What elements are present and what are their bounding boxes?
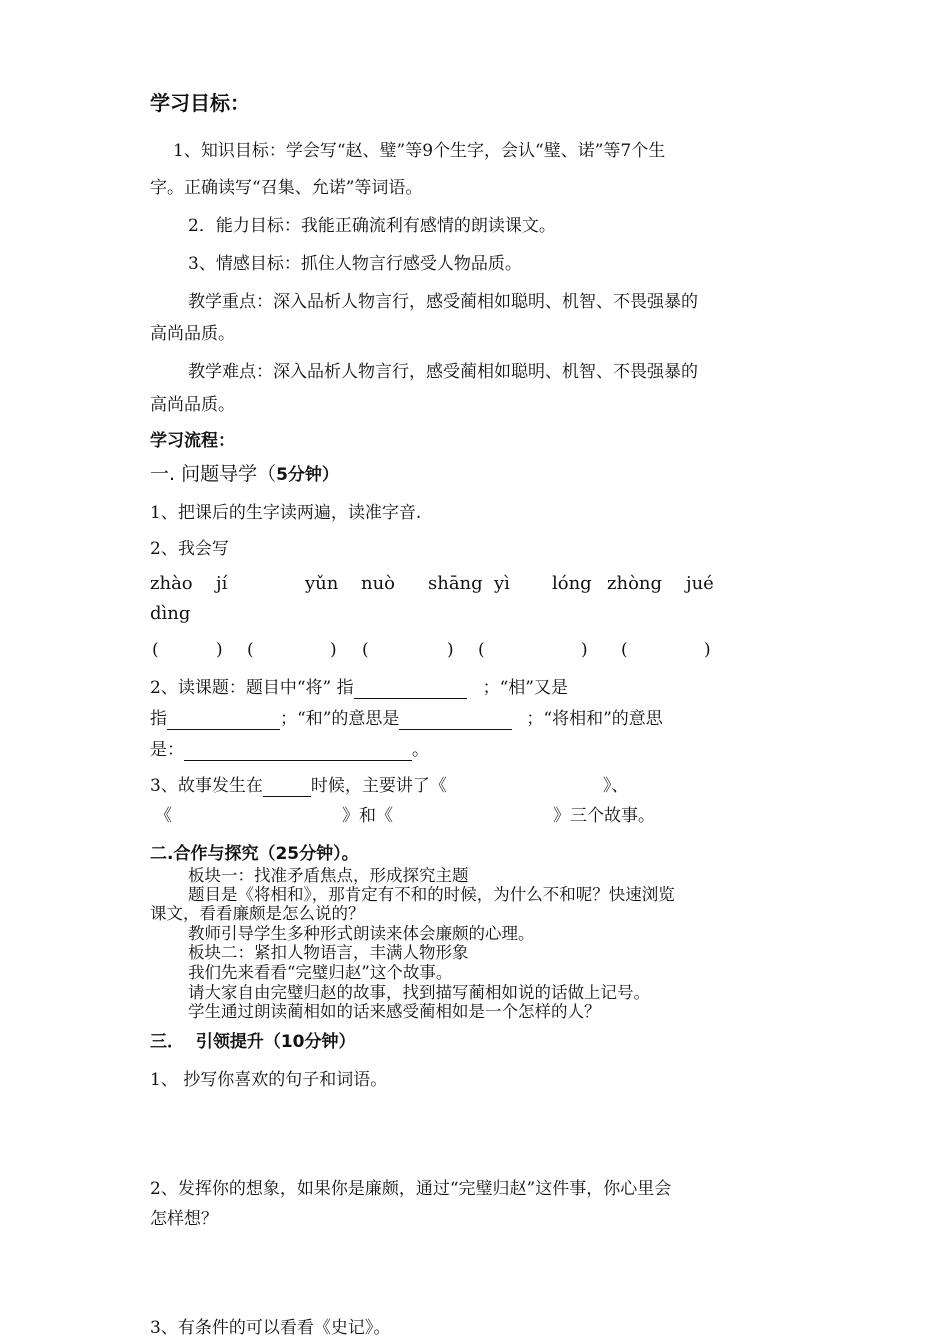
- read-title-zhi: 指: [150, 709, 167, 729]
- pinyin: nuò: [361, 573, 396, 594]
- part2-line: 请大家自由完璧归赵的故事，找到描写蔺相如说的话做上记号。: [188, 983, 650, 1002]
- part1-title: [150, 463, 339, 486]
- pinyin: shāng: [428, 573, 483, 594]
- pinyin: jí: [216, 573, 228, 594]
- teaching-focus-line2: 高尚品质。: [150, 324, 235, 344]
- flow-heading: 学习流程：: [150, 431, 235, 451]
- part2-title: 二.合作与探究（25分钟）。: [150, 844, 359, 864]
- answer-blank[interactable]: [354, 681, 467, 699]
- part1-title-prefix: 一. 问题导学（: [150, 463, 277, 485]
- read-title-line2: [150, 708, 663, 730]
- story-line1: [150, 775, 628, 797]
- goal-knowledge-line1: 1、知识目标：学会写“赵、璧”等9个生字，会认“璧、诺”等7个生: [173, 141, 666, 161]
- read-title-he-label: ；“和”的意思是: [280, 709, 400, 729]
- part3-question2-line2: 怎样想？: [150, 1209, 218, 1229]
- paren-close: ): [330, 640, 337, 660]
- part2-line: 学生通过朗读蔺相如的话来感受蔺相如是一个怎样的人？: [188, 1002, 601, 1021]
- part1-question2: 2、我会写: [150, 539, 229, 559]
- answer-blank[interactable]: [184, 743, 412, 761]
- part2-line: 我们先来看看“完璧归赵”这个故事。: [188, 963, 453, 982]
- story-quote-open: 《: [155, 806, 172, 826]
- paren-close: ): [216, 640, 223, 660]
- goal-emotion: 3、情感目标：抓住人物言行感受人物品质。: [188, 254, 522, 274]
- read-title-line3: [150, 739, 429, 761]
- page-title: 学习目标：: [150, 91, 250, 115]
- part3-title: 三． 引领提升（10分钟）: [150, 1032, 356, 1052]
- read-title-line1: [150, 677, 568, 699]
- part1-title-time: 5分钟）: [276, 465, 339, 485]
- teaching-difficulty-line1: 教学难点：深入品析人物言行，感受蔺相如聪明、机智、不畏强暴的: [188, 362, 698, 382]
- teaching-difficulty-line2: 高尚品质。: [150, 395, 235, 415]
- read-title-label: 2、读课题：题目中“将” 指: [150, 678, 354, 698]
- teaching-focus-line1: 教学重点：深入品析人物言行，感受蔺相如聪明、机智、不畏强暴的: [188, 292, 698, 312]
- pinyin: yì: [494, 573, 510, 594]
- story-and: 》和《: [342, 806, 393, 826]
- read-title-period: 。: [412, 740, 429, 760]
- paren-close: ): [581, 640, 588, 660]
- read-title-shi: 是：: [150, 740, 184, 760]
- part2-line: 题目是《将相和》，那肯定有不和的时候，为什么不和呢？快速浏览: [188, 885, 675, 904]
- read-title-jiangxianghe-label: ；“将相和”的意思: [526, 709, 663, 729]
- part2-line: 板块一：找准矛盾焦点，形成探究主题: [188, 866, 469, 885]
- goal-knowledge-line2: 字。正确读写“召集、允诺”等词语。: [150, 178, 423, 198]
- paren-open: (: [362, 640, 369, 660]
- story-main-label: 时候，主要讲了《: [310, 776, 447, 796]
- part2-line: 教师引导学生多种形式朗读来体会廉颇的心理。: [188, 924, 535, 943]
- answer-blank[interactable]: [167, 712, 280, 730]
- story-line2: [155, 805, 655, 827]
- pinyin: dìng: [150, 603, 191, 624]
- part3-question3: 3、有条件的可以看看《史记》。: [150, 1318, 391, 1338]
- pinyin: lóng: [552, 573, 592, 594]
- part3-question2-line1: 2、发挥你的想象，如果你是廉颇，通过“完璧归赵”这件事，你心里会: [150, 1179, 672, 1199]
- paren-close: ): [704, 640, 711, 660]
- part3-question1: 1、 抄写你喜欢的句子和词语。: [150, 1070, 388, 1090]
- pinyin: zhào: [150, 573, 193, 594]
- read-title-xiang-label: ；“相”又是: [482, 678, 568, 698]
- pinyin: jué: [686, 573, 714, 594]
- paren-close: ): [447, 640, 454, 660]
- pinyin: yǔn: [305, 573, 339, 594]
- answer-blank[interactable]: [399, 712, 512, 730]
- paren-open: (: [478, 640, 485, 660]
- paren-open: (: [247, 640, 254, 660]
- story-three: 》三个故事。: [553, 806, 655, 826]
- part2-line: 课文，看看廉颇是怎么说的？: [150, 904, 365, 923]
- answer-blank[interactable]: [263, 779, 311, 797]
- paren-open: (: [621, 640, 628, 660]
- pinyin: zhòng: [607, 573, 663, 594]
- part2-line: 板块二：紧扣人物语言，丰满人物形象: [188, 943, 469, 962]
- goal-ability: 2．能力目标：我能正确流利有感情的朗读课文。: [188, 216, 556, 236]
- paren-open: (: [152, 640, 159, 660]
- story-sep: 》、: [602, 776, 629, 796]
- story-when-label: 3、故事发生在: [150, 776, 263, 796]
- part1-question1: 1、把课后的生字读两遍，读准字音.: [150, 503, 422, 523]
